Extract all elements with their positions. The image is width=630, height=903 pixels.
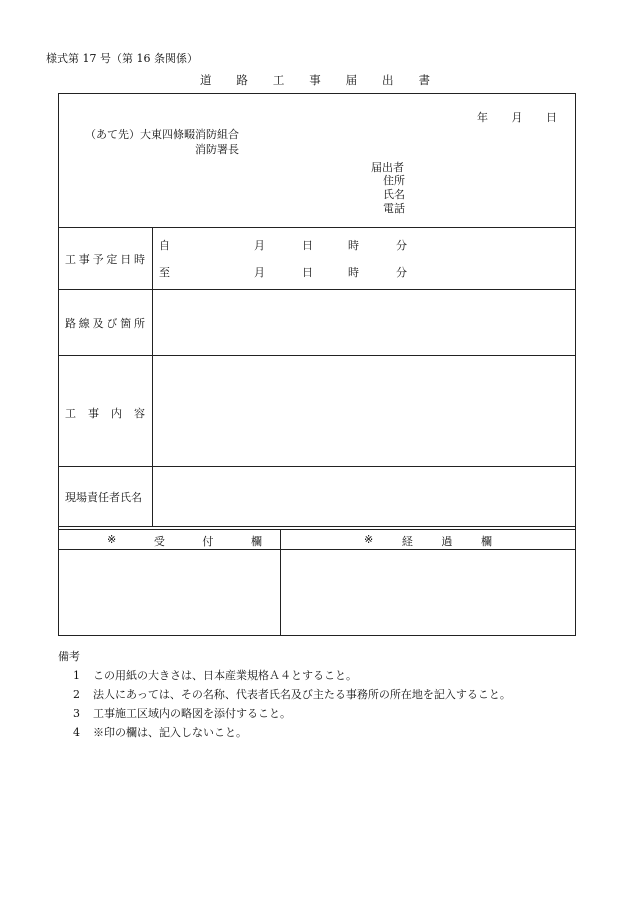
note-text: 工事施工区域内の略図を添付すること。: [93, 707, 291, 720]
row-divider: [59, 549, 575, 550]
from-minute: 分: [396, 239, 407, 252]
label-char: 予: [92, 253, 104, 266]
label-char: ※: [107, 533, 117, 546]
label-column-divider: [152, 227, 153, 526]
row-divider: [59, 529, 575, 530]
from-day: 日: [302, 239, 313, 252]
applicant-label: 届出者: [371, 161, 404, 174]
schedule-to-row: [159, 264, 419, 278]
form-number: 様式第 17 号（第 16 条関係）: [46, 52, 198, 65]
schedule-label: [65, 251, 145, 267]
label-char: 路: [65, 317, 76, 330]
label-char: 所: [133, 317, 145, 330]
note-number: 1: [73, 669, 80, 682]
day-label: 日: [546, 111, 557, 124]
label-char: 工: [65, 407, 76, 420]
label-char: 事: [88, 407, 99, 420]
address-label: 住所: [383, 174, 405, 187]
row-divider: [59, 526, 575, 527]
row-divider: [59, 289, 575, 290]
name-label: 氏名: [383, 188, 405, 201]
label-char: 欄: [481, 535, 492, 548]
title-char: 出: [382, 73, 394, 87]
addressee-line1: （あて先）大東四條畷消防組合: [85, 128, 239, 141]
label-char: 定: [106, 253, 118, 266]
title-char: 書: [418, 73, 430, 87]
label-char: 過: [441, 535, 453, 548]
supervisor-label: 現場責任者氏名: [65, 491, 142, 504]
to-minute: 分: [396, 266, 407, 279]
label-char: 経: [401, 535, 413, 548]
to-day: 日: [302, 266, 313, 279]
to-prefix: 至: [159, 266, 170, 279]
label-char: 日: [120, 253, 132, 266]
bottom-column-divider: [280, 529, 281, 636]
label-char: び: [106, 317, 118, 330]
to-month: 月: [254, 266, 265, 279]
label-char: 箇: [120, 317, 132, 330]
label-char: 内: [111, 407, 122, 420]
title-char: 事: [309, 73, 321, 87]
note-item: [73, 724, 247, 740]
label-char: 時: [133, 253, 145, 266]
note-text: ※印の欄は、記入しないこと。: [93, 726, 247, 739]
date-line: [477, 109, 557, 125]
label-char: 事: [78, 253, 90, 266]
from-month: 月: [254, 239, 265, 252]
note-item: [73, 667, 357, 683]
note-number: 2: [73, 688, 80, 701]
content-label: [65, 405, 145, 421]
note-number: 3: [73, 707, 80, 720]
title-char: 届: [345, 73, 358, 87]
note-number: 4: [73, 726, 80, 739]
title-char: 道: [200, 73, 212, 87]
form-table: [58, 93, 576, 636]
to-hour: 時: [348, 266, 359, 279]
title-char: 工: [272, 73, 285, 87]
document-title: [200, 72, 430, 88]
title-char: 路: [236, 73, 248, 87]
note-item: [73, 686, 511, 702]
from-prefix: 自: [159, 239, 170, 252]
progress-header: [364, 533, 492, 549]
label-char: ※: [364, 533, 374, 546]
reception-header: [107, 533, 262, 549]
route-label: [65, 315, 145, 331]
notes-heading: 備考: [58, 650, 80, 663]
row-divider: [59, 466, 575, 467]
phone-label: 電話: [383, 202, 405, 215]
note-item: [73, 705, 291, 721]
row-divider: [59, 355, 575, 356]
note-text: この用紙の大きさは、日本産業規格Ａ４とすること。: [93, 669, 357, 682]
from-hour: 時: [348, 239, 359, 252]
schedule-from-row: [159, 237, 419, 251]
label-char: 欄: [251, 535, 262, 548]
year-label: 年: [477, 111, 488, 124]
label-char: 及: [92, 317, 104, 330]
month-label: 月: [511, 111, 523, 124]
label-char: 容: [134, 407, 145, 420]
addressee-line2: 消防署長: [195, 143, 239, 156]
label-char: 付: [202, 535, 214, 548]
label-char: 線: [78, 317, 90, 330]
row-divider: [59, 227, 575, 228]
label-char: 工: [65, 253, 76, 266]
label-char: 受: [153, 535, 165, 548]
note-text: 法人にあっては、その名称、代表者氏名及び主たる事務所の所在地を記入すること。: [93, 688, 511, 701]
